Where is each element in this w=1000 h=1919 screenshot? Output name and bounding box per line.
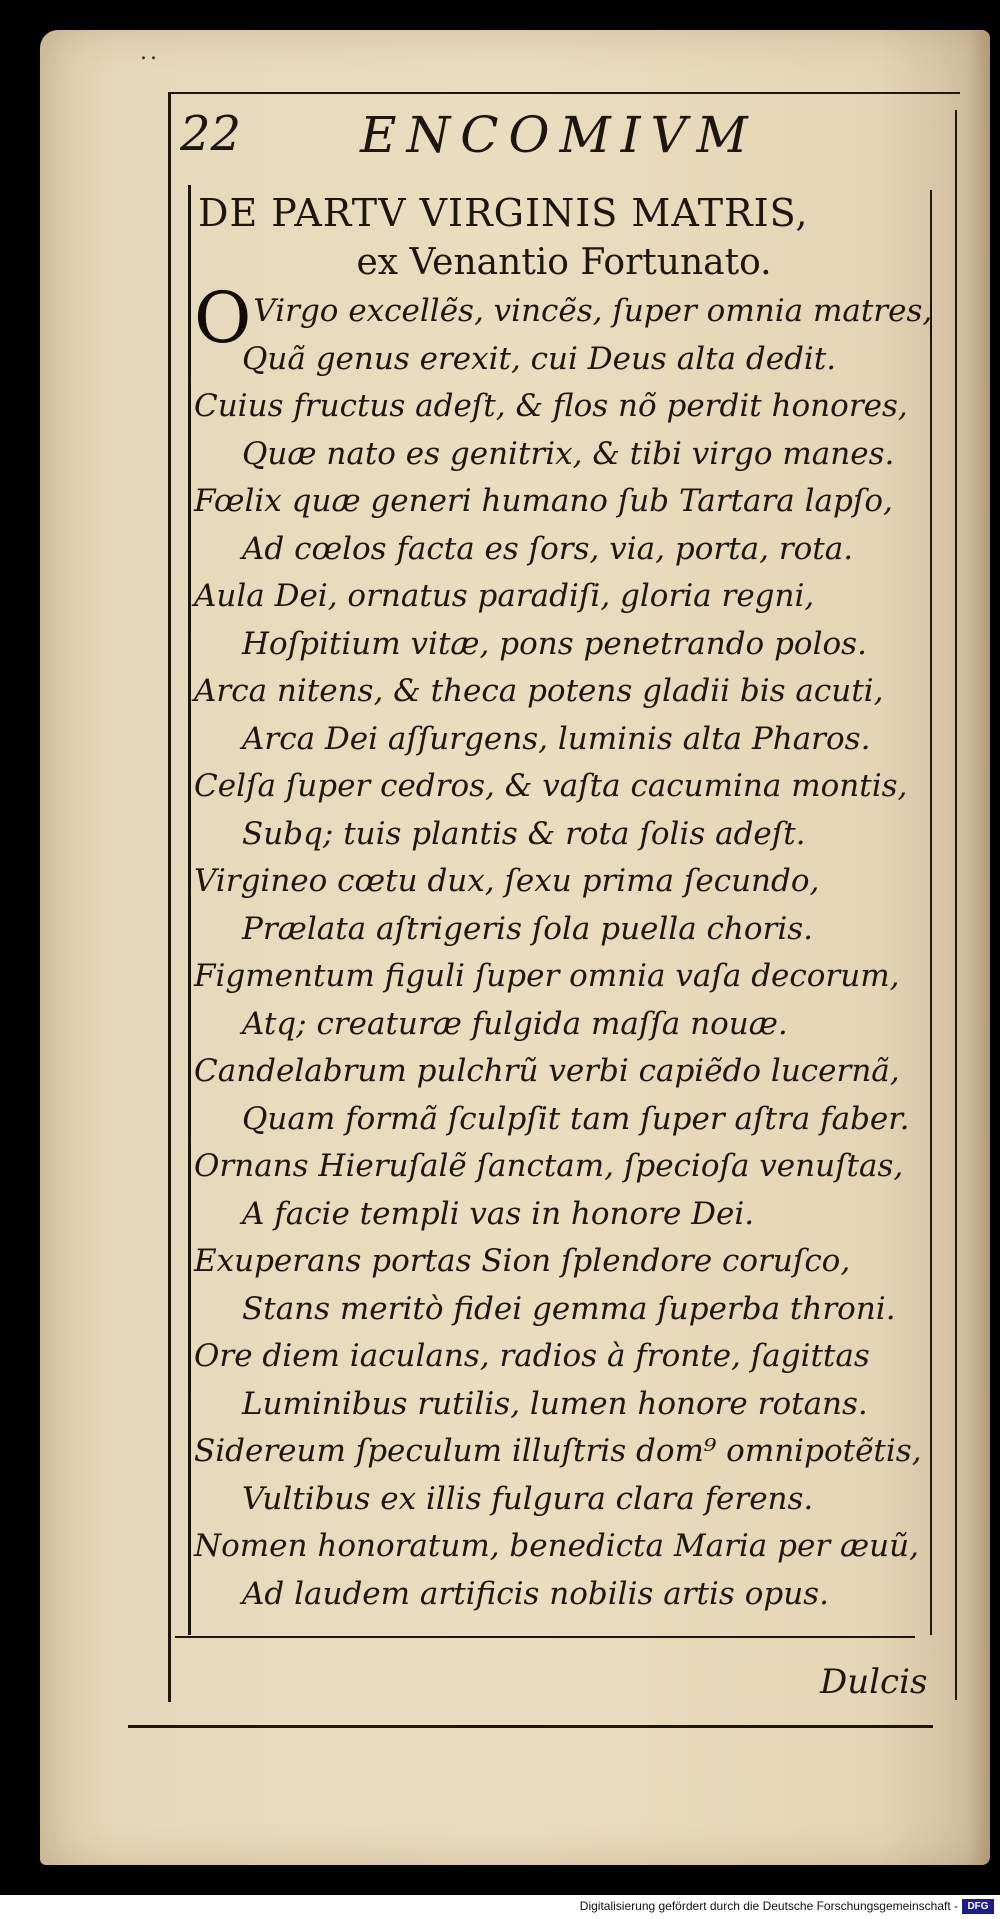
page-number: 22: [180, 106, 242, 162]
verse-line: Vultibus ex illis fulgura clara ferens.: [242, 1480, 814, 1517]
frame-rule-bottom-outer: [128, 1725, 933, 1728]
page-edge-shadow: [968, 30, 990, 1865]
verse-line: Quæ nato es genitrix, & tibi virgo manes.: [242, 435, 895, 472]
drop-cap: O: [194, 277, 252, 359]
verse-line: Virgineo cœtu dux, ſexu prima ſecundo,: [194, 863, 820, 899]
attribution-text: Digitalisierung gefördert durch die Deutsche Forschungsgemeinschaft -: [579, 1899, 958, 1913]
verse-line: Sidereum ſpeculum illuſtris dom⁹ omnipotẽtis,: [194, 1433, 922, 1469]
verse-line: Ore diem iaculans, radios à fronte, ſagittas: [194, 1338, 870, 1374]
running-head: ENCOMIVM: [360, 106, 758, 164]
verse-line: Celſa ſuper cedros, & vaſta cacumina montis,: [194, 768, 908, 804]
verse-line: Subq; tuis plantis & rota ſolis adeſt.: [242, 815, 806, 852]
verse-text: Virgo excellẽs, vincẽs, ſuper omnia matres,: [253, 293, 933, 329]
frame-rule-outer-left: [168, 92, 171, 1702]
verse-line: Candelabrum pulchrũ verbi capiẽdo lucernã,: [194, 1053, 900, 1089]
verse-line: Ad laudem artificis nobilis artis opus.: [242, 1575, 829, 1612]
verse-line: Hoſpitium vitæ, pons penetrando polos.: [242, 625, 867, 662]
verse-line: Figmentum figuli ſuper omnia vaſa decorum,: [194, 958, 900, 994]
verse-line: Stans meritò fidei gemma ſuperba throni.: [242, 1290, 896, 1327]
verse-line: Quã genus erexit, cui Deus alta dedit.: [242, 340, 837, 377]
poem-verses: [194, 277, 934, 1618]
verse-line: Cuius fructus adeſt, & flos nõ perdit honores,: [194, 388, 908, 424]
verse-line: Quam formã ſculpſit tam ſuper aſtra faber.: [242, 1100, 910, 1137]
verse-line: Aula Dei, ornatus paradiſi, gloria regni,: [194, 578, 815, 614]
verse-line: Atq; creaturæ fulgida maſſa nouæ.: [242, 1005, 788, 1042]
verse-line: Arca nitens, & theca potens gladii bis acuti,: [194, 673, 884, 709]
header-rule: [170, 92, 960, 94]
verse-line: Prælata aſtrigeris ſola puella choris.: [242, 910, 814, 947]
verse-line: Nomen honoratum, benedicta Maria per æuũ,: [194, 1528, 919, 1564]
corner-mark: ..: [140, 40, 160, 65]
verse-line: A facie templi vas in honore Dei.: [242, 1195, 755, 1232]
frame-rule-bottom-inner: [175, 1636, 915, 1638]
verse-line: Arca Dei aſſurgens, luminis alta Pharos.: [242, 720, 871, 757]
verse-line: Fœlix quæ generi humano ſub Tartara lapſo,: [194, 483, 893, 519]
dfg-logo-icon: DFG: [962, 1899, 994, 1914]
frame-rule-far-right: [955, 110, 957, 1700]
poem-subtitle: ex Venantio Fortunato.: [356, 242, 772, 283]
poem-title: DE PARTV VIRGINIS MATRIS,: [198, 191, 809, 235]
frame-rule-inner-left: [188, 185, 191, 1635]
verse-line: Exuperans portas Sion ſplendore coruſco,: [194, 1243, 851, 1279]
verse-line: Ad cœlos facta es ſors, via, porta, rota.: [242, 530, 854, 567]
verse-line: Ornans Hieruſalẽ ſanctam, ſpecioſa venuſtas,: [194, 1148, 904, 1184]
verse-line: Luminibus rutilis, lumen honore rotans.: [242, 1385, 868, 1422]
catchword: Dulcis: [820, 1662, 928, 1702]
